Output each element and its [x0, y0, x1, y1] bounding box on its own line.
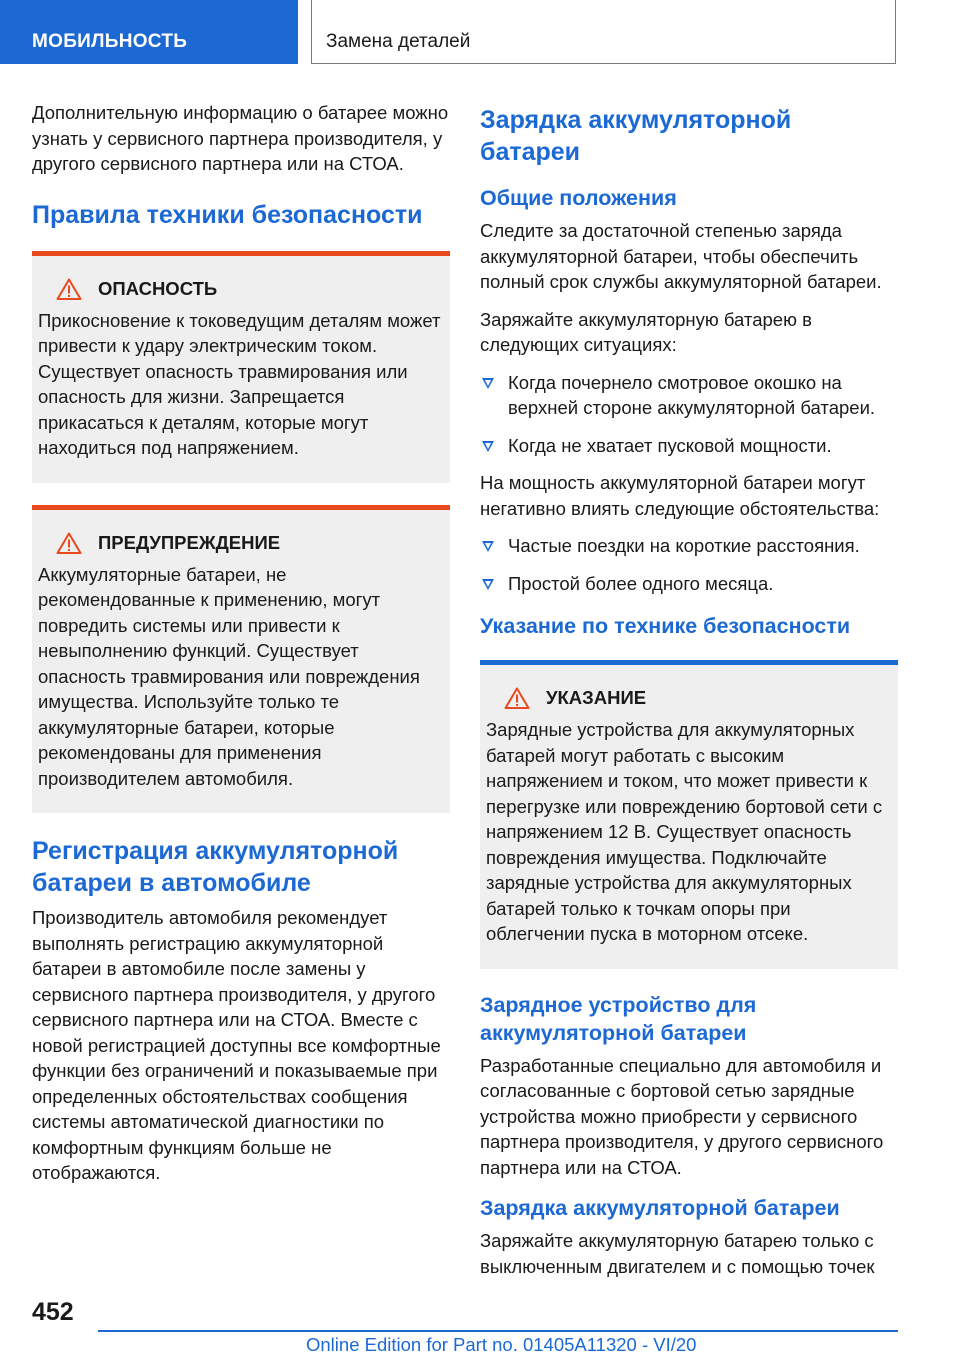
- page-number: 452: [32, 1298, 74, 1326]
- warning-box: [32, 505, 450, 814]
- intro-paragraph: Дополнительную информацию о батарее можно узнать у сервисного партнера производителя, у другого сервисного партнера или на СТОА.: [32, 102, 449, 174]
- danger-title: ОПАСНОСТЬ: [98, 277, 218, 299]
- charger-heading: Зарядное устройство для аккумуляторной батареи: [480, 992, 757, 1045]
- warning-title: ПРЕДУПРЕЖДЕНИЕ: [98, 531, 281, 553]
- bullet-triangle-icon: [482, 579, 494, 590]
- charging2-heading: Зарядка аккумуляторной батареи: [480, 1196, 840, 1220]
- general-heading: Общие положения: [480, 186, 677, 210]
- situations-list: [480, 370, 898, 459]
- effects-list: [480, 533, 898, 596]
- charging-heading: Зарядка аккумуляторной батареи: [480, 106, 792, 166]
- bullet-triangle-icon: [482, 541, 494, 552]
- warning-text: Аккумуляторные батареи, не рекомендованные к применению, могут повредить системы или привести к невыполнению функций. Существует опасность травмирования или повреждения имущества. Используйте только те аккумуляторные батареи, которые рекомендованы для применения производителем автомобиля.: [38, 563, 420, 789]
- notice-title: УКАЗАНИЕ: [546, 687, 647, 708]
- notice-heading: Указание по технике безопасности: [480, 614, 851, 638]
- registration-text: Производитель автомобиля рекомендует выполнять регистрацию аккумуляторной батареи в автомобиле после замены у сервисного партнера производителя, у другого сервисного партнера или на СТОА. Вместе с новой регистрацией доступны все комфортные функции без ограничений и показываемые при определенных обстоятельствах сообщения системы автоматической диагностики по комфортным функциям больше не отображаются.: [32, 907, 441, 1183]
- charging2-text: Заряжайте аккумуляторную батарею только с выключенным двигателем и с помощью точек: [480, 1230, 875, 1277]
- general-text: Следите за достаточной степенью заряда аккумуляторной батареи, чтобы обеспечить полный срок службы аккумуляторной батареи.: [480, 220, 882, 292]
- section-title: Замена деталей: [311, 0, 896, 64]
- charger-text: Разработанные специально для автомобиля и согласованные с бортовой сетью зарядные устройства можно приобрести у сервисного партнера производителя, у другого сервисного партнера или на СТОА.: [480, 1054, 884, 1178]
- list-item: Частые поездки на короткие расстояния.: [480, 533, 898, 559]
- list-item: Когда не хватает пусковой мощности.: [480, 433, 898, 459]
- danger-text: Прикосновение к токоведущим деталям может привести к удару электрическим током. Существует опасность травмирования или опасность для жизни. Запрещается прикасаться к деталям, которые могут находиться под напряжением.: [38, 309, 441, 458]
- footer-divider: [98, 1330, 898, 1332]
- notice-text: Зарядные устройства для аккумуляторных батарей могут работать с высоким напряжением и током, что может привести к перегрузке или повреждению бортовой сети с напряжением 12 В. Существует опасность повреждения имущества. Подключайте зарядные устройства для аккумуляторных батарей только к точкам опоры при облегчении пуска в моторном отсеке.: [486, 719, 883, 944]
- left-column: [32, 100, 450, 1198]
- danger-box: [32, 251, 450, 483]
- effects-intro: На мощность аккумуляторной батареи могут негативно влиять следующие обстоятельства:: [480, 472, 880, 519]
- notice-box: [480, 660, 898, 969]
- list-item: Когда почернело смотровое окошко на верхней стороне аккумуляторной батареи.: [480, 370, 898, 421]
- right-column: [480, 100, 898, 1291]
- bullet-triangle-icon: [482, 378, 494, 389]
- list-item: Простой более одного месяца.: [480, 571, 898, 597]
- warning-triangle-icon: [56, 278, 82, 300]
- registration-heading: Регистрация аккумуляторной батареи в автомобиле: [32, 837, 399, 897]
- situations-intro: Заряжайте аккумуляторную батарею в следующих ситуациях:: [480, 308, 812, 355]
- warning-triangle-icon: [504, 687, 530, 709]
- footer-edition: Online Edition for Part no. 01405A11320 - VI/20: [306, 1334, 697, 1355]
- chapter-tab: МОБИЛЬНОСТЬ: [0, 0, 298, 64]
- warning-triangle-icon: [56, 532, 82, 554]
- safety-heading: Правила техники безопасности: [32, 200, 423, 229]
- bullet-triangle-icon: [482, 441, 494, 452]
